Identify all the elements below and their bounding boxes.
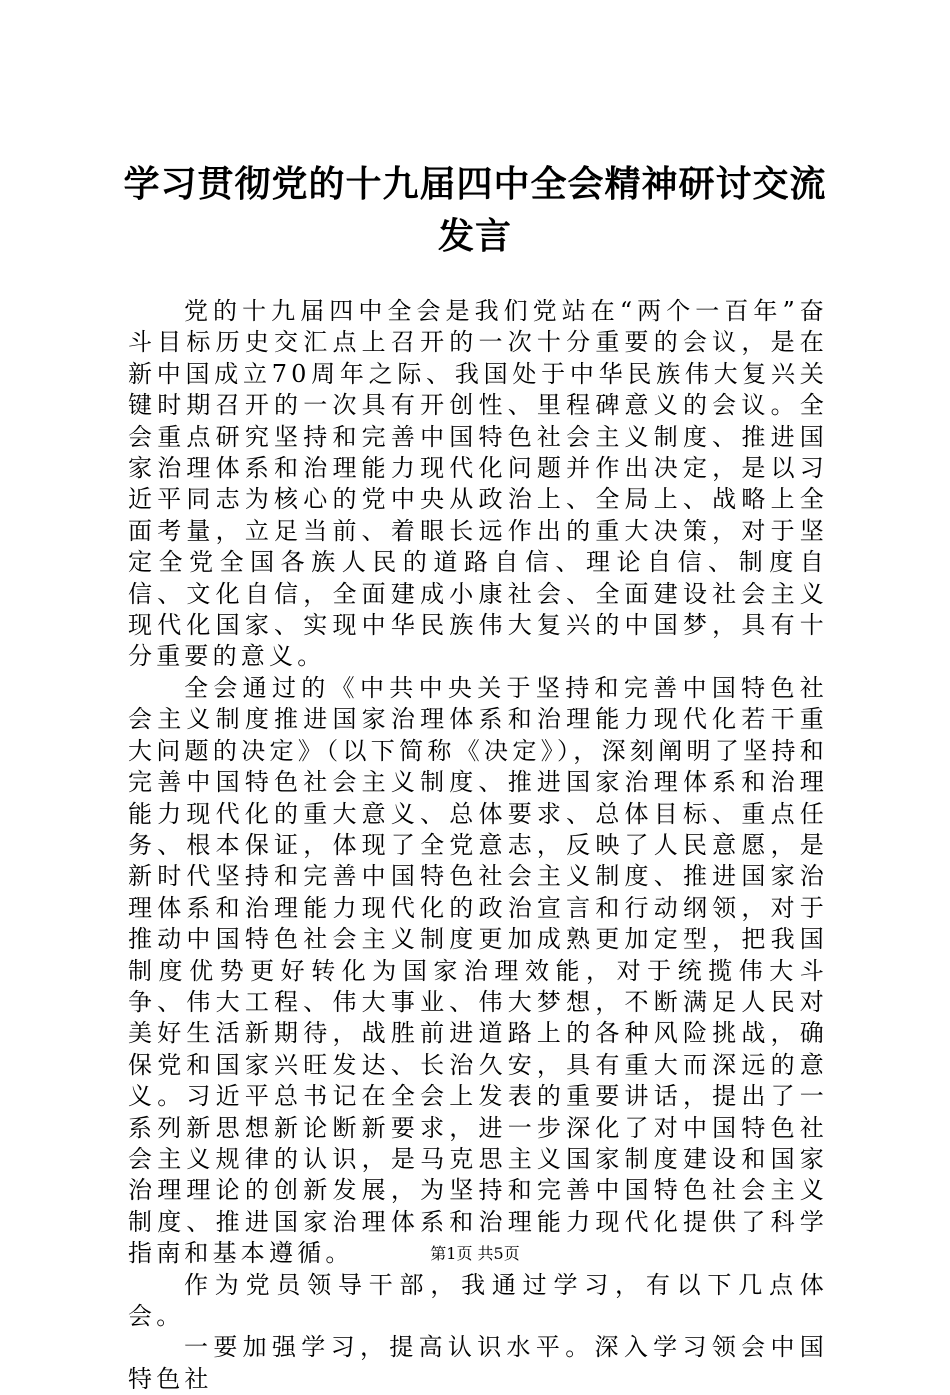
body-paragraph-2: 全会通过的《中共中央关于坚持和完善中国特色社会主义制度推进国家治理体系和治理能力现代化若干重大问题的决定》（以下简称《决定》），深刻阐明了坚持和完善中国特色社会主义制度、推进国家治理体系和治理能力现代化的重大意义、总体要求、总体目标、重点任务、根本保证，体现了全党意志，反映了人民意愿，是新时代坚持和完善中国特色社会主义制度、推进国家治理体系和治理能力现代化的政治宣言和行动纲领，对于推动中国特色社会主义制度更加成熟更加定型，把我国制度优势更好转化为国家治理效能，对于统揽伟大斗争、伟大工程、伟大事业、伟大梦想，不断满足人民对美好生活新期待，战胜前进道路上的各种风险挑战，确保党和国家兴旺发达、长治久安，具有重大而深远的意义。习近平总书记在全会上发表的重要讲话，提出了一系列新思想新论断新要求，进一步深化了对中国特色社会主义规律的认识，是马克思主义国家制度建设和国家治理理论的创新发展，为坚持和完善中国特色社会主义制度、推进国家治理体系和治理能力现代化提供了科学指南和基本遵循。: [128, 673, 828, 1268]
body-paragraph-4: 一要加强学习，提高认识水平。深入学习领会中国特色社: [128, 1333, 828, 1393]
body-paragraph-3: 作为党员领导干部，我通过学习，有以下几点体会。: [128, 1270, 828, 1330]
body-paragraph-1: 党的十九届四中全会是我们党站在“两个一百年”奋斗目标历史交汇点上召开的一次十分重要的会议，是在新中国成立70周年之际、我国处于中华民族伟大复兴关键时期召开的一次具有开创性、里程碑意义的会议。全会重点研究坚持和完善中国特色社会主义制度、推进国家治理体系和治理能力现代化问题并作出决定，是以习近平同志为核心的党中央从政治上、全局上、战略上全面考量，立足当前、着眼长远作出的重大决策，对于坚定全党全国各族人民的道路自信、理论自信、制度自信、文化自信，全面建成小康社会、全面建设社会主义现代化国家、实现中华民族伟大复兴的中国梦，具有十分重要的意义。: [128, 297, 828, 671]
document-title: 学习贯彻党的十九届四中全会精神研讨交流发言: [123, 163, 827, 257]
document-body: [128, 296, 828, 1395]
page-number-footer: 第1页 共5页: [430, 1244, 520, 1263]
